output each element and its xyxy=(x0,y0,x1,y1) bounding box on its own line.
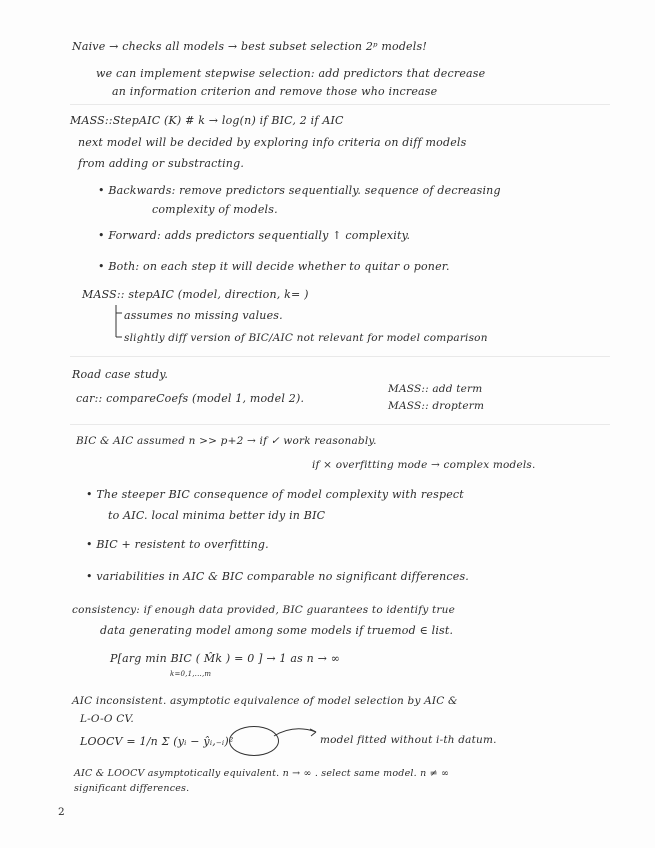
note-line-20: • The steeper BIC consequence of model complexity with respect xyxy=(86,488,464,501)
note-line-13: slightly diff version of BIC/AIC not relevant for model comparison xyxy=(124,332,488,344)
note-line-3: an information criterion and remove those who increase xyxy=(112,85,438,98)
note-line-19: if × overfitting mode → complex models. xyxy=(312,459,536,471)
note-line-1: Naive → checks all models → best subset selection 2ᵖ models! xyxy=(72,40,427,53)
note-line-33: significant differences. xyxy=(74,783,190,794)
note-line-17: MASS:: dropterm xyxy=(388,400,485,412)
divider xyxy=(70,104,610,105)
arrow-icon xyxy=(272,724,318,740)
note-line-32: AIC & LOOCV asymptotically equivalent. n → ∞ . select same model. n ≠ ∞ xyxy=(74,768,450,779)
note-line-22: • BIC + resistent to overfitting. xyxy=(86,538,269,551)
note-line-6: from adding or substracting. xyxy=(78,157,245,170)
note-line-10: • Both: on each step it will decide whether to quitar o poner. xyxy=(98,260,450,273)
note-line-9: • Forward: adds predictors sequentially ↑ complexity. xyxy=(98,229,411,242)
note-line-16: car:: compareCoefs (model 1, model 2). xyxy=(76,392,305,405)
note-line-24: consistency: if enough data provided, BIC guarantees to identify true xyxy=(72,604,456,616)
divider xyxy=(70,356,610,357)
note-line-7: • Backwards: remove predictors sequentially. sequence of decreasing xyxy=(98,184,501,197)
page-number: 2 xyxy=(58,806,65,818)
note-line-4: MASS::StepAIC (K) # k → log(n) if BIC, 2 if AIC xyxy=(70,114,344,127)
note-line-31: model fitted without i-th datum. xyxy=(320,734,497,746)
note-line-8: complexity of models. xyxy=(152,203,278,216)
note-line-11: MASS:: stepAIC (model, direction, k= ) xyxy=(82,288,309,301)
note-line-27: k=0,1,...,m xyxy=(170,670,212,678)
note-line-29: L-O-O CV. xyxy=(80,713,134,725)
note-line-30: LOOCV = 1/n Σ (yᵢ − ŷᵢ,₋ᵢ)² xyxy=(80,735,234,748)
note-line-21: to AIC. local minima better idy in BIC xyxy=(108,509,326,522)
note-line-2: we can implement stepwise selection: add predictors that decrease xyxy=(96,67,486,80)
divider xyxy=(70,424,610,425)
note-line-14: Road case study. xyxy=(72,368,169,381)
note-line-26: P[arg min BIC ( M̂k ) = 0 ] → 1 as n → ∞ xyxy=(110,652,341,665)
note-line-5: next model will be decided by exploring info criteria on diff models xyxy=(78,136,467,149)
note-line-23: • variabilities in AIC & BIC comparable no significant differences. xyxy=(86,570,470,583)
note-line-18: BIC & AIC assumed n >> p+2 → if ✓ work reasonably. xyxy=(76,435,377,447)
note-line-25: data generating model among some models if truemod ∈ list. xyxy=(100,624,454,637)
note-line-12: assumes no missing values. xyxy=(124,309,283,322)
arrow-icon xyxy=(108,303,124,343)
note-line-28: AIC inconsistent. asymptotic equivalence of model selection by AIC & xyxy=(72,695,458,707)
note-line-15: MASS:: add term xyxy=(388,383,483,395)
